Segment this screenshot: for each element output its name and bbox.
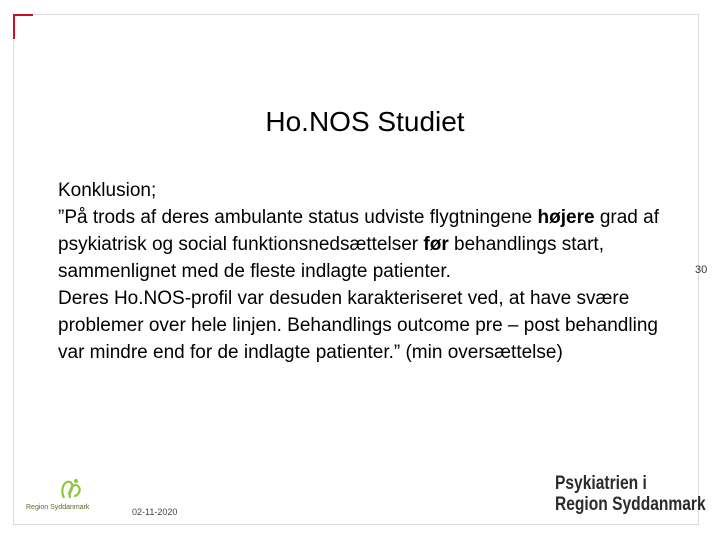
p1-bold-higher: højere — [537, 207, 595, 228]
conclusion-paragraph-2: Deres Ho.NOS-profil var desuden karakteriseret ved, at have svære problemer over hele linjen. Behandlings outcome pre – post behandling var mindre end for de indlagte patienter.” (min oversættelse) — [58, 288, 658, 363]
p1-bold-before: før — [423, 234, 449, 255]
psykiatrien-logo-line2: Region Syddanmark — [555, 494, 706, 515]
page-number: 30 — [695, 264, 708, 276]
conclusion-heading: Konklusion; — [58, 180, 157, 201]
corner-accent — [13, 14, 15, 39]
slide-title — [0, 106, 720, 138]
p1-text-c: behandlings start, sammenlignet med de fleste indlagte patienter. — [58, 234, 604, 282]
region-logo-text: Region Syddanmark — [26, 504, 90, 511]
region-logo-icon — [56, 476, 86, 504]
region-syddanmark-logo — [26, 476, 106, 516]
p1-text-b: grad af psykiatrisk og social funktionsnedsættelser — [58, 207, 659, 255]
slide-title-text: Ho.NOS Studiet — [265, 106, 465, 137]
psykiatrien-logo — [555, 473, 706, 515]
slide-body — [58, 177, 678, 366]
conclusion-paragraph-1 — [58, 204, 678, 285]
slide-date: 02-11-2020 — [132, 507, 178, 517]
corner-accent-top — [13, 14, 33, 16]
psykiatrien-logo-line1: Psykiatrien i — [555, 473, 647, 494]
p1-text-a: ”På trods af deres ambulante status udviste flygtningene — [58, 207, 533, 228]
